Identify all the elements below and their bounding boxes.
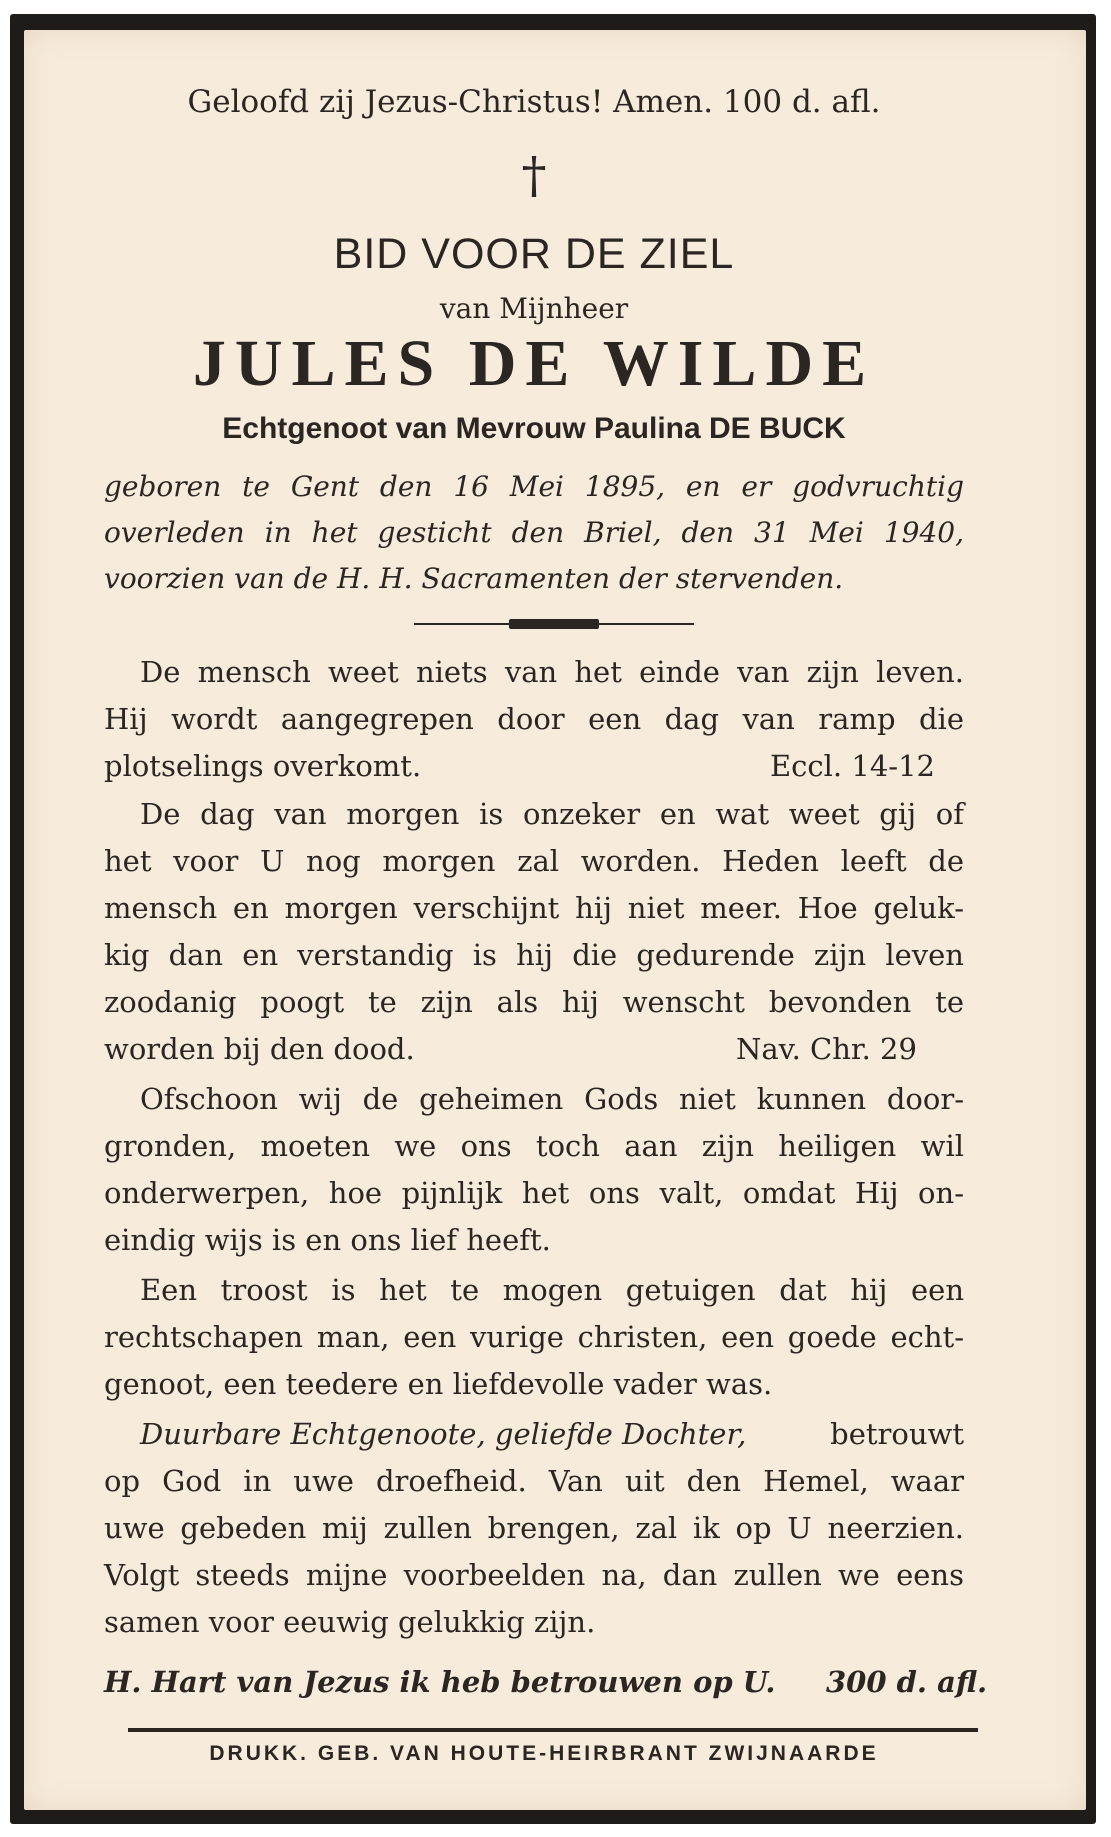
para4-line-2: rechtschapen man, een vurige christen, een goede echt- xyxy=(104,1320,964,1354)
scripture-ref-chr: Nav. Chr. 29 xyxy=(736,1032,917,1066)
birth-death-line-1: geboren te Gent den 16 Mei 1895, en er godvruchtig xyxy=(104,470,964,503)
para2-line-5: zoodanig poogt te zijn als hij wenscht bevonden te xyxy=(104,985,964,1019)
para5-line-1 xyxy=(140,1417,964,1451)
para5-line-3: uwe gebeden mij zullen brengen, zal ik op U neerzien. xyxy=(104,1511,964,1545)
cross-icon: † xyxy=(521,146,547,204)
para1-line-2: Hij wordt aangegrepen door een dag van ramp die xyxy=(104,702,964,736)
para2-line-6: worden bij den dood. xyxy=(104,1032,415,1066)
para3-line-2: gronden, moeten we ons toch aan zijn heiligen wil xyxy=(104,1129,964,1163)
scripture-ref-eccl: Eccl. 14-12 xyxy=(770,749,935,783)
para3-line-1: Ofschoon wij de geheimen Gods niet kunnen door- xyxy=(140,1082,964,1116)
deceased-name: JULES DE WILDE xyxy=(192,327,876,400)
birth-death-line-2: overleden in het gesticht den Briel, den 31 Mei 1940, xyxy=(104,516,964,549)
para4-line-1: Een troost is het te mogen getuigen dat hij een xyxy=(140,1273,964,1307)
para4-line-3: genoot, een teedere en liefdevolle vader was. xyxy=(104,1367,773,1401)
para2-line-4: kig dan en verstandig is hij die gedurende zijn leven xyxy=(104,938,964,972)
heading-pray-for: BID VOOR DE ZIEL xyxy=(333,230,735,278)
birth-death-line-3: voorzien van de H. H. Sacramenten der stervenden. xyxy=(104,562,844,595)
para5-line-2: op God in uwe droefheid. Van uit den Hemel, waar xyxy=(104,1464,964,1498)
para2-line-1: De dag van morgen is onzeker en wat weet gij of xyxy=(140,797,964,831)
para2-line-2: het voor U nog morgen zal worden. Heden leeft de xyxy=(104,844,964,878)
closing-prayer: H. Hart van Jezus ik heb betrouwen op U. xyxy=(104,1665,776,1699)
prayer-indulgence: 300 d. afl. xyxy=(826,1665,988,1699)
printer-imprint: DRUKK. GEB. VAN HOUTE-HEIRBRANT ZWIJNAARDE xyxy=(209,1742,879,1765)
para3-line-3: onderwerpen, hoe pijnlijk het ons valt, omdat Hij on- xyxy=(104,1176,964,1210)
subheading-of-mister: van Mijnheer xyxy=(439,292,629,325)
para1-line-1: De mensch weet niets van het einde van zijn leven. xyxy=(140,655,964,689)
para5-line-4: Volgt steeds mijne voorbeelden na, dan zullen we eens xyxy=(104,1558,964,1592)
para3-line-4: eindig wijs is en ons lief heeft. xyxy=(104,1223,551,1257)
para1-line-3: plotselings overkomt. xyxy=(104,749,422,783)
para2-line-3: mensch en morgen verschijnt hij niet meer. Hoe geluk- xyxy=(104,891,964,925)
para5-italic-address: Duurbare Echtgenoote, geliefde Dochter, xyxy=(140,1417,747,1451)
para5-first-rest: betrouwt xyxy=(830,1417,964,1451)
spouse-line: Echtgenoot van Mevrouw Paulina DE BUCK xyxy=(222,412,846,445)
header-invocation: Geloofd zij Jezus-Christus! Amen. 100 d. afl. xyxy=(187,84,881,120)
ornamental-divider xyxy=(414,618,694,630)
footer-rule xyxy=(128,1728,978,1732)
para5-line-5: samen voor eeuwig gelukkig zijn. xyxy=(104,1605,596,1639)
